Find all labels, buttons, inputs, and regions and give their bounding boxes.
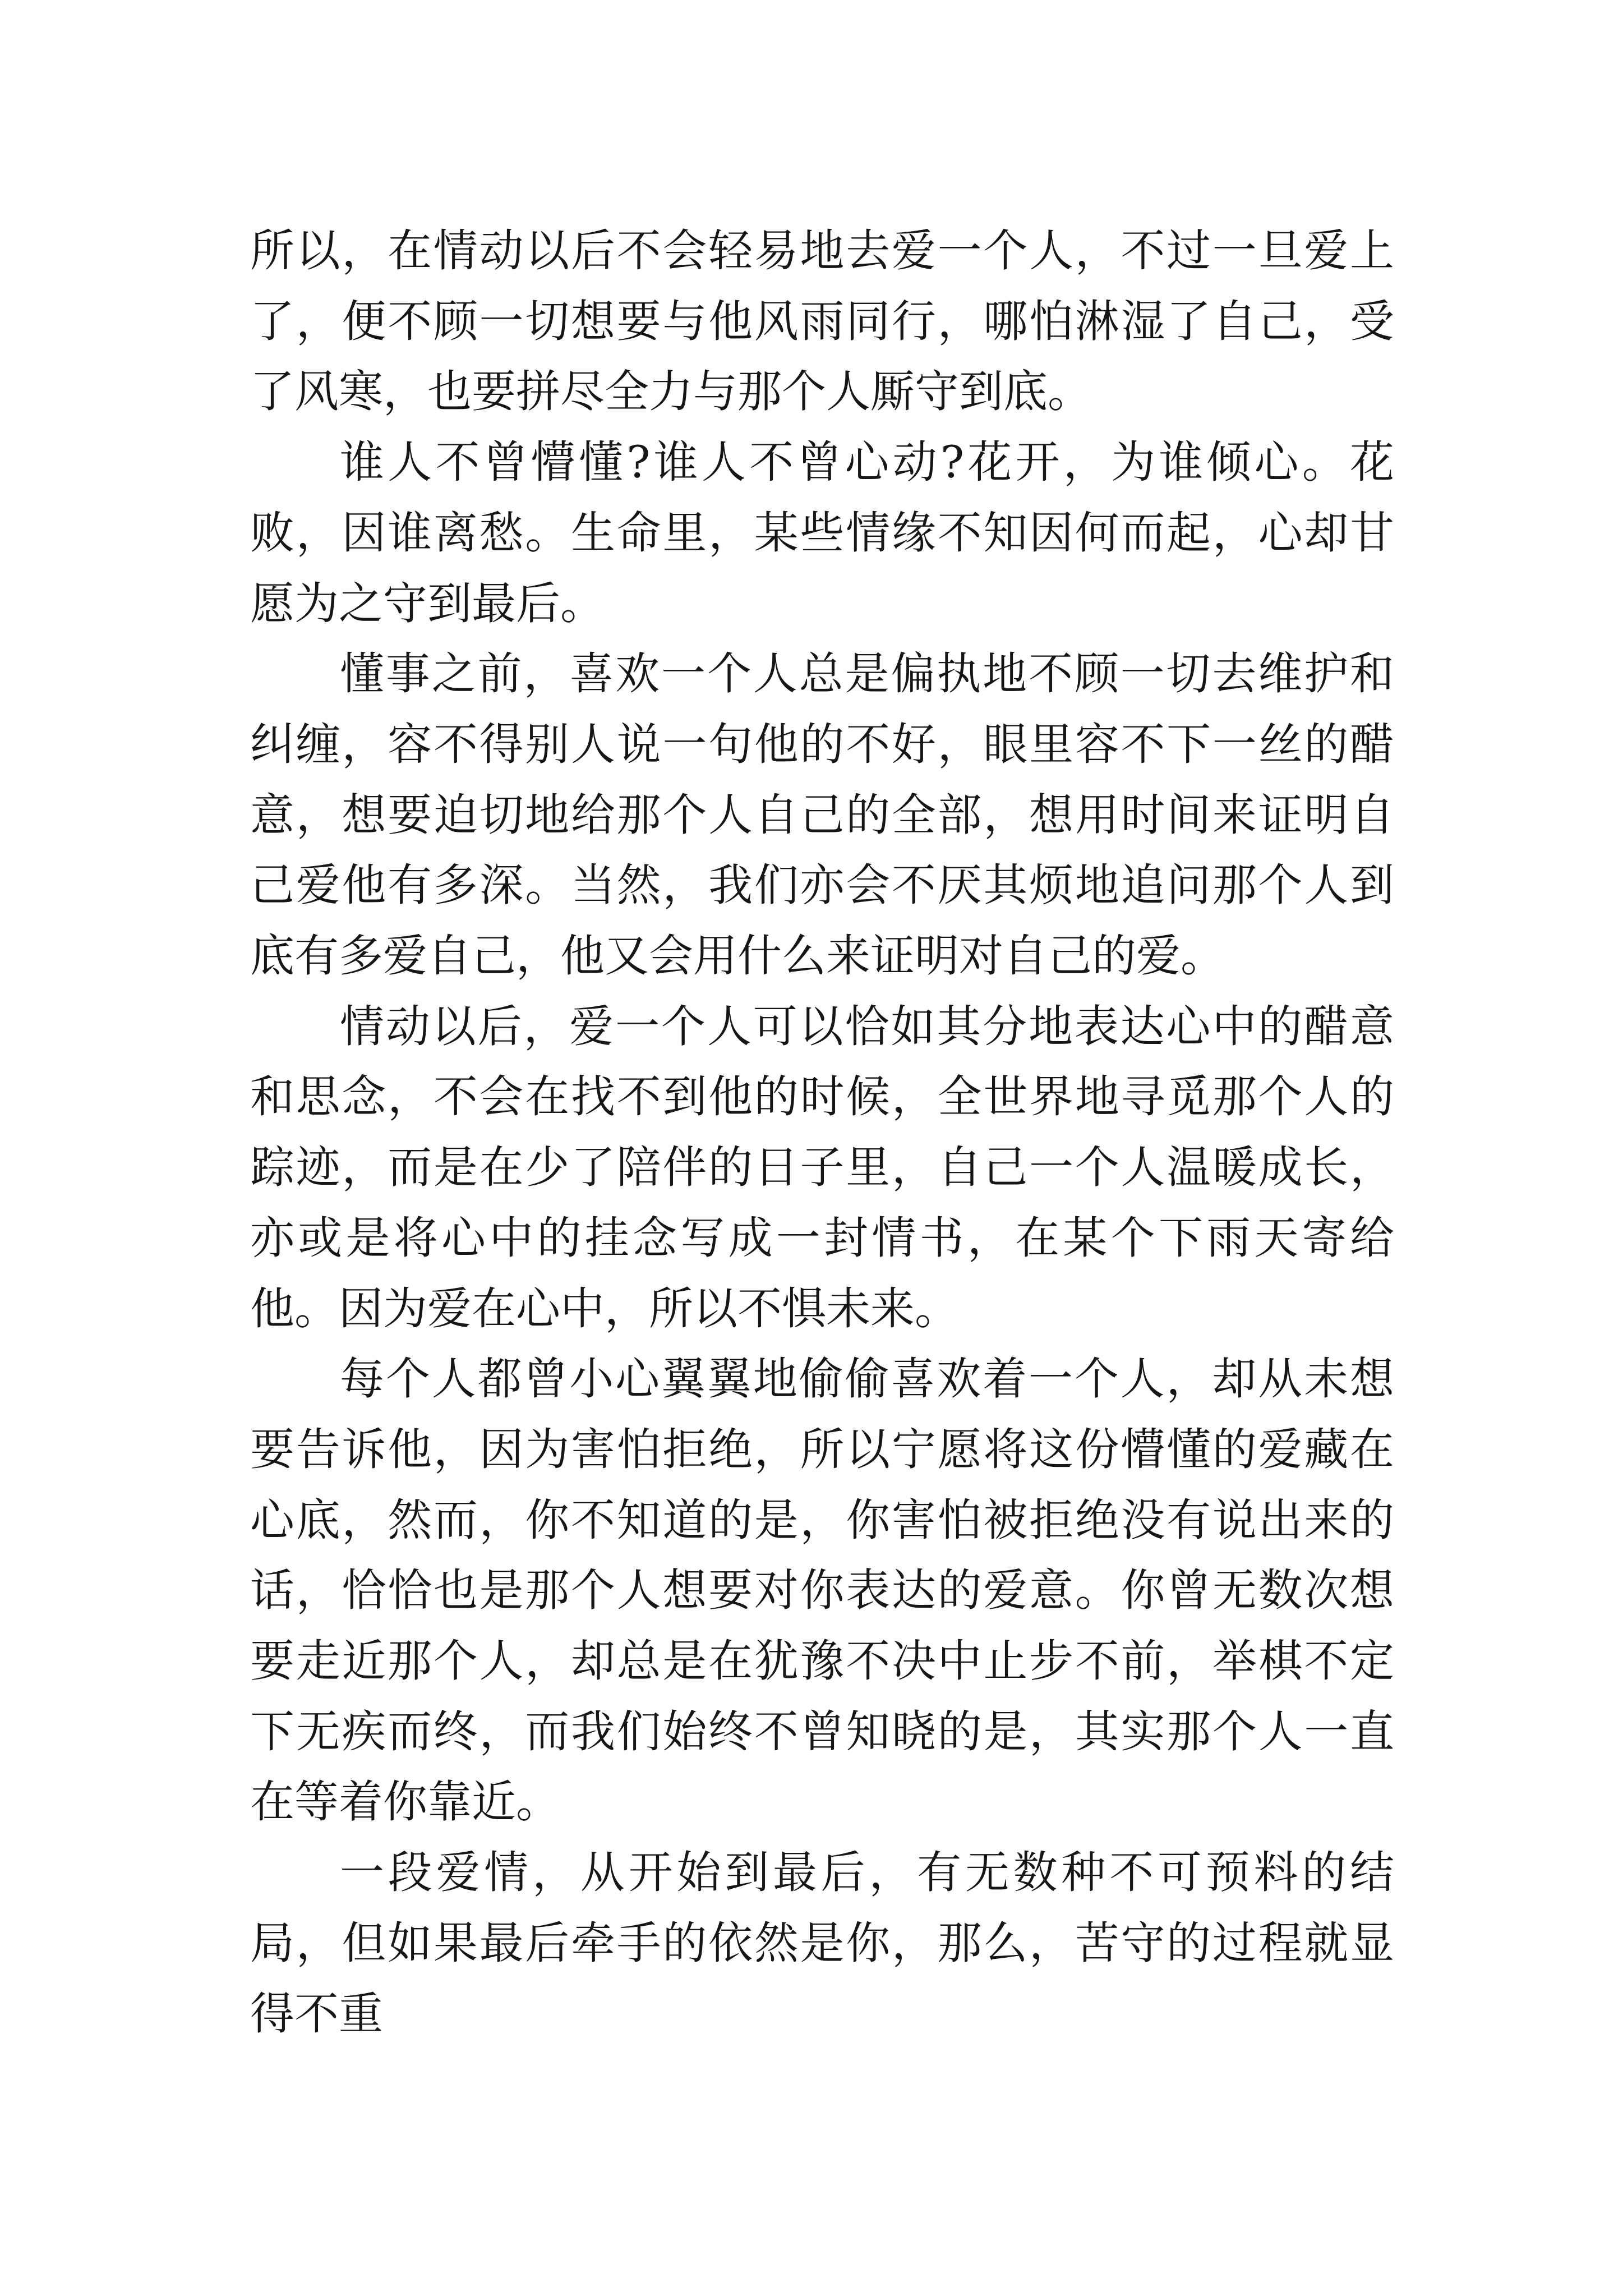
paragraph-5: 每个人都曾小心翼翼地偷偷喜欢着一个人，却从未想要告诉他，因为害怕拒绝，所以宁愿将这份懵懂的爱藏在心底，然而，你不知道的是，你害怕被拒绝没有说出来的话，恰恰也是那个人想要对你表达的爱意。你曾无数次想要走近那个人，却总是在犹豫不决中止步不前，举棋不定下无疾而终，而我们始终不曾知晓的是，其实那个人一直在等着你靠近。 xyxy=(250,1353,1394,1828)
paragraph-2: 谁人不曾懵懂?谁人不曾心动?花开，为谁倾心。花败，因谁离愁。生命里，某些情缘不知因何而起，心却甘愿为之守到最后。 xyxy=(250,436,1394,629)
paragraph-3: 懂事之前，喜欢一个人总是偏执地不顾一切去维护和纠缠，容不得别人说一句他的不好，眼里容不下一丝的醋意，想要迫切地给那个人自己的全部，想用时间来证明自己爱他有多深。当然，我们亦会不厌其烦地追问那个人到底有多爱自己，他又会用什么来证明对自己的爱。 xyxy=(250,648,1394,982)
paragraph-6: 一段爱情，从开始到最后，有无数种不可预料的结局，但如果最后牵手的依然是你，那么，苦守的过程就显得不重 xyxy=(250,1847,1394,2040)
paragraph-1: 所以，在情动以后不会轻易地去爱一个人，不过一旦爱上了，便不顾一切想要与他风雨同行，哪怕淋湿了自己，受了风寒，也要拼尽全力与那个人厮守到底。 xyxy=(250,225,1394,418)
document-body xyxy=(250,216,1394,2049)
paragraph-4: 情动以后，爱一个人可以恰如其分地表达心中的醋意和思念，不会在找不到他的时候，全世界地寻觅那个人的踪迹，而是在少了陪伴的日子里，自己一个人温暖成长，亦或是将心中的挂念写成一封情书，在某个下雨天寄给他。因为爱在心中，所以不惧未来。 xyxy=(250,1000,1394,1335)
